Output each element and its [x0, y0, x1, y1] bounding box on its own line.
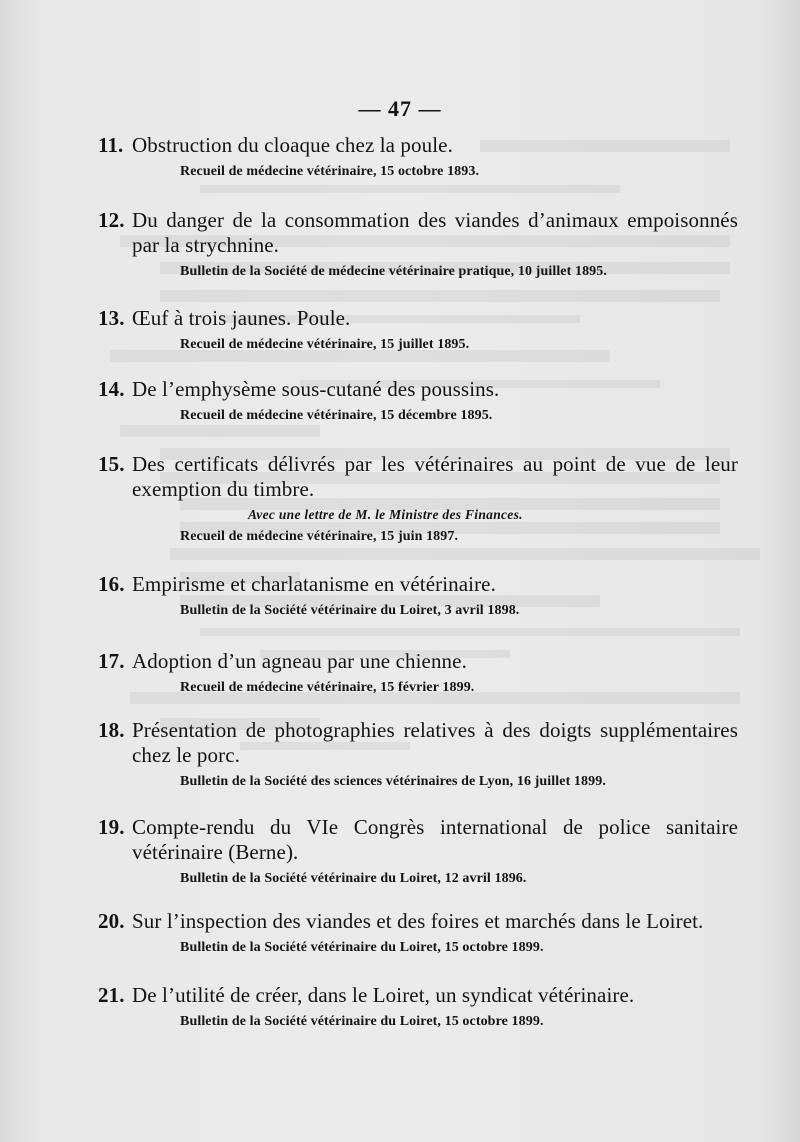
entry-heading	[98, 208, 738, 258]
entry-number: 20.	[98, 909, 125, 933]
entry-source: Bulletin de la Société de médecine vétérinaire pratique, 10 juillet 1895.	[180, 264, 607, 279]
entry-number: 21.	[98, 983, 125, 1007]
entry-source: Recueil de médecine vétérinaire, 15 juin 1897.	[180, 529, 459, 544]
entry-heading	[98, 983, 738, 1008]
entry-heading	[98, 377, 738, 402]
entry-number: 19.	[98, 815, 125, 839]
entry-source: Bulletin de la Société vétérinaire du Loiret, 15 octobre 1899.	[180, 940, 544, 955]
bibliography-entry-16	[98, 572, 738, 619]
entry-number: 14.	[98, 377, 125, 401]
entry-number: 12.	[98, 208, 125, 232]
entry-heading	[98, 572, 738, 597]
entry-number: 17.	[98, 649, 125, 673]
entry-source: Recueil de médecine vétérinaire, 15 juillet 1895.	[180, 337, 470, 352]
bibliography-entry-14	[98, 377, 738, 424]
bibliography-entry-19	[98, 815, 738, 887]
bibliography-entry-17	[98, 649, 738, 696]
entry-title: Adoption d’un agneau par une chienne.	[132, 649, 467, 673]
entry-heading	[98, 306, 738, 331]
entry-number: 16.	[98, 572, 125, 596]
entry-number: 15.	[98, 452, 125, 476]
entry-heading	[98, 815, 738, 865]
entry-source: Bulletin de la Société vétérinaire du Loiret, 15 octobre 1899.	[180, 1014, 544, 1029]
page-number: — 47 —	[358, 96, 442, 121]
entry-number: 18.	[98, 718, 125, 742]
entry-source: Recueil de médecine vétérinaire, 15 février 1899.	[180, 680, 475, 695]
entry-heading	[98, 909, 738, 934]
bibliography-entry-11	[98, 133, 738, 180]
entry-heading	[98, 649, 738, 674]
bibliography-entry-12	[98, 208, 738, 280]
entry-source: Bulletin de la Société vétérinaire du Loiret, 12 avril 1896.	[180, 871, 527, 886]
entry-heading	[98, 718, 738, 768]
entry-title: Sur l’inspection des viandes et des foires et marchés dans le Loiret.	[132, 909, 704, 933]
entry-source: Bulletin de la Société vétérinaire du Loiret, 3 avril 1898.	[180, 603, 520, 618]
bibliography-entry-18	[98, 718, 738, 790]
entry-note: Avec une lettre de M. le Ministre des Finances.	[248, 507, 523, 522]
entry-number: 13.	[98, 306, 125, 330]
entry-title: Des certificats délivrés par les vétérinaires au point de vue de leur exemption du timbre.	[132, 452, 738, 501]
bibliography-entry-13	[98, 306, 738, 353]
entry-title: Œuf à trois jaunes. Poule.	[132, 306, 351, 330]
entry-heading	[98, 452, 738, 502]
entry-title: De l’utilité de créer, dans le Loiret, un syndicat vétérinaire.	[132, 983, 635, 1007]
entry-source: Recueil de médecine vétérinaire, 15 octobre 1893.	[180, 164, 480, 179]
bibliography-entry-21	[98, 983, 738, 1030]
bibliography-entry-20	[98, 909, 738, 956]
entry-number: 11.	[98, 133, 124, 157]
bibliography-entry-15	[98, 452, 738, 545]
entry-source: Bulletin de la Société des sciences vétérinaires de Lyon, 16 juillet 1899.	[180, 774, 606, 789]
entry-title: Obstruction du cloaque chez la poule.	[132, 133, 453, 157]
entry-heading	[98, 133, 738, 158]
entry-title: Présentation de photographies relatives à des doigts supplémentaires chez le porc.	[132, 718, 738, 767]
entry-title: De l’emphysème sous-cutané des poussins.	[132, 377, 500, 401]
entry-title: Empirisme et charlatanisme en vétérinaire.	[132, 572, 496, 596]
entry-source: Recueil de médecine vétérinaire, 15 décembre 1895.	[180, 408, 493, 423]
entry-title: Compte-rendu du VIe Congrès international de police sanitaire vétérinaire (Berne).	[132, 815, 738, 864]
entry-title: Du danger de la consommation des viandes d’animaux empoisonnés par la strychnine.	[132, 208, 738, 257]
